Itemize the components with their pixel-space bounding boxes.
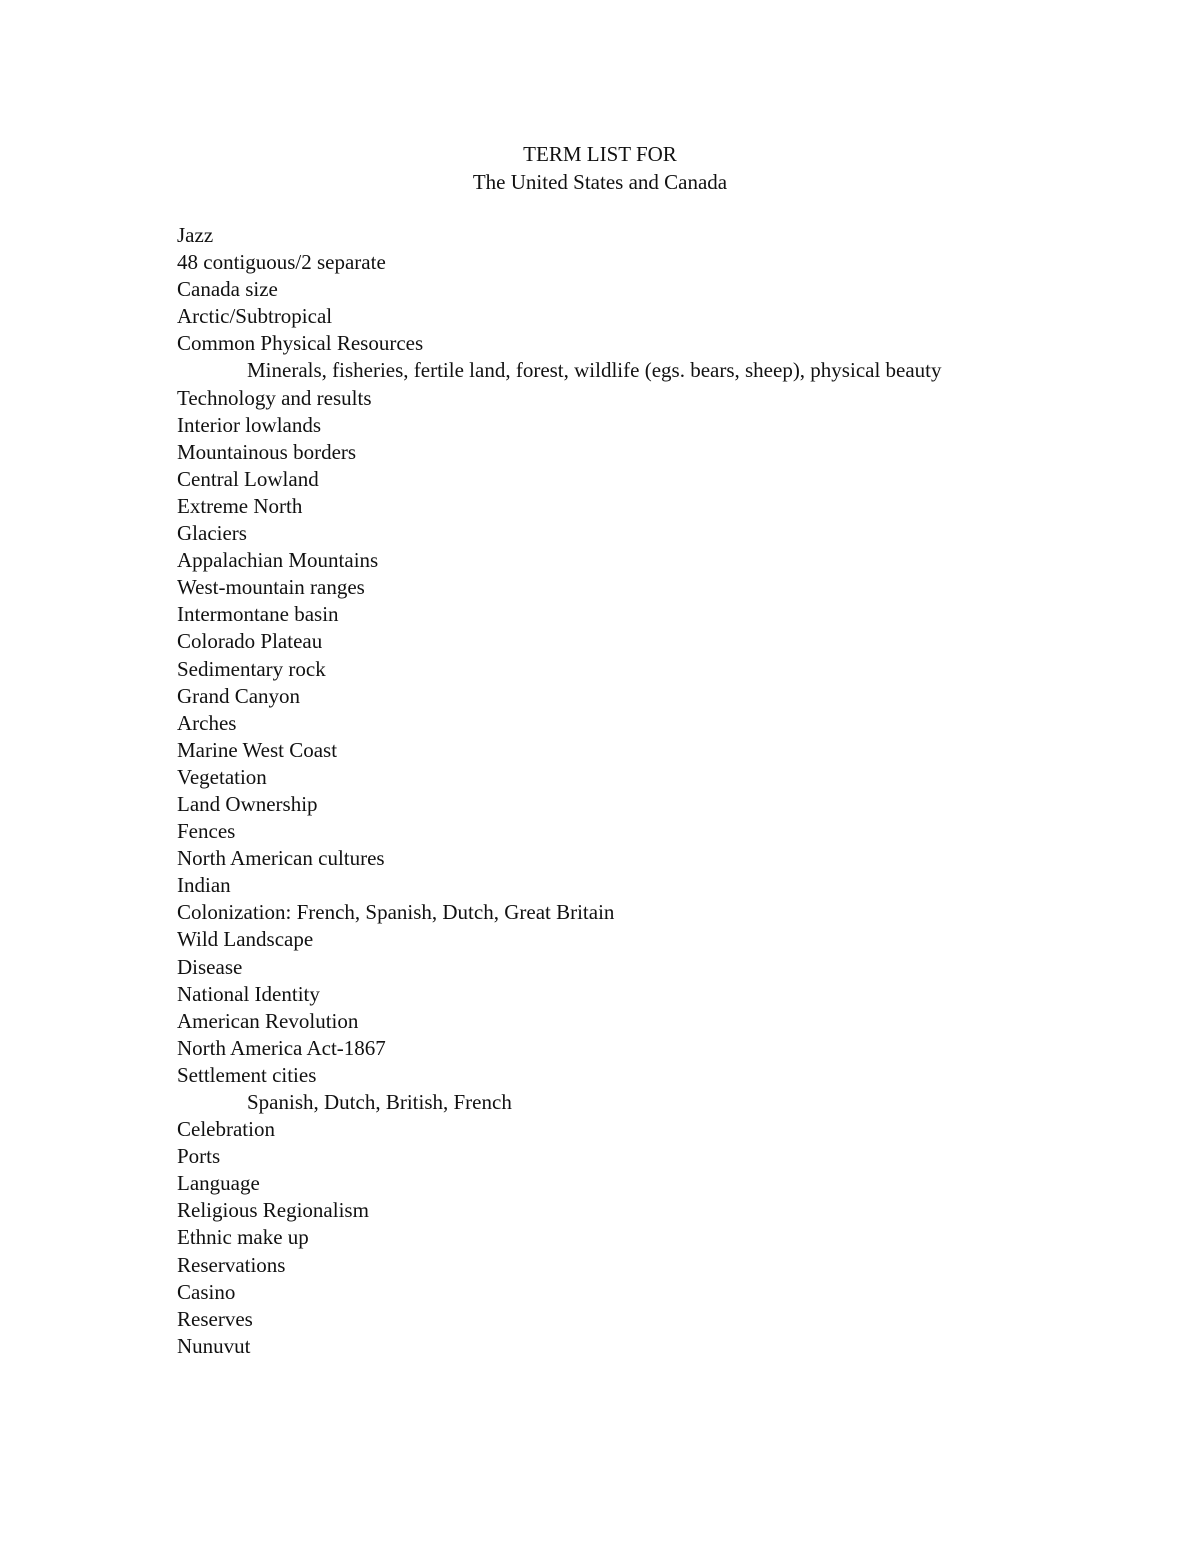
term-list — [177, 222, 977, 1360]
term-item: Wild Landscape — [177, 927, 314, 952]
term-item: American Revolution — [177, 1008, 359, 1033]
term-subitem: Minerals, fisheries, fertile land, forest, wildlife (egs. bears, sheep), physical beauty — [247, 358, 942, 383]
term-item: Arches — [177, 710, 237, 735]
term-item: Land Ownership — [177, 791, 318, 816]
term-item: Mountainous borders — [177, 439, 357, 464]
term-item: Reservations — [177, 1252, 286, 1277]
term-item: Nunuvut — [177, 1333, 251, 1358]
term-item: Settlement cities — [177, 1062, 317, 1087]
term-item: Appalachian Mountains — [177, 548, 379, 573]
term-item: Glaciers — [177, 521, 247, 546]
term-item: Casino — [177, 1279, 236, 1304]
term-item: Intermontane basin — [177, 602, 339, 627]
term-item: Technology and results — [177, 385, 372, 410]
term-item: Disease — [177, 954, 243, 979]
term-subitem: Spanish, Dutch, British, French — [247, 1090, 512, 1114]
title-line-1: TERM LIST FOR — [523, 142, 677, 166]
term-item: West-mountain ranges — [177, 575, 365, 600]
title-line-2: The United States and Canada — [472, 169, 728, 194]
term-item: Colorado Plateau — [177, 629, 323, 654]
term-item: Fences — [177, 819, 236, 844]
term-item: Vegetation — [177, 764, 267, 789]
term-item: Central Lowland — [177, 466, 319, 491]
term-item: Religious Regionalism — [177, 1198, 369, 1223]
term-item: Arctic/Subtropical — [177, 304, 333, 329]
term-item: 48 contiguous/2 separate — [177, 250, 386, 275]
term-item: Common Physical Resources — [177, 331, 424, 356]
term-item: Celebration — [177, 1117, 275, 1142]
document-title — [0, 141, 1200, 196]
term-item: Indian — [177, 873, 231, 898]
term-item: Canada size — [177, 277, 278, 302]
term-item: Colonization: French, Spanish, Dutch, Great Britain — [177, 900, 615, 925]
term-item: Language — [177, 1171, 260, 1196]
term-item: North America Act-1867 — [177, 1035, 386, 1060]
term-item: Marine West Coast — [177, 737, 338, 762]
term-item: Ethnic make up — [177, 1225, 309, 1250]
term-item: National Identity — [177, 981, 320, 1006]
term-item: Ports — [177, 1144, 221, 1169]
term-item: Grand Canyon — [177, 683, 301, 708]
term-item: Jazz — [177, 223, 214, 247]
term-item: Interior lowlands — [177, 412, 322, 437]
term-item: Sedimentary rock — [177, 656, 326, 681]
term-item: Reserves — [177, 1306, 253, 1331]
term-item: North American cultures — [177, 846, 385, 871]
term-item: Extreme North — [177, 493, 303, 518]
